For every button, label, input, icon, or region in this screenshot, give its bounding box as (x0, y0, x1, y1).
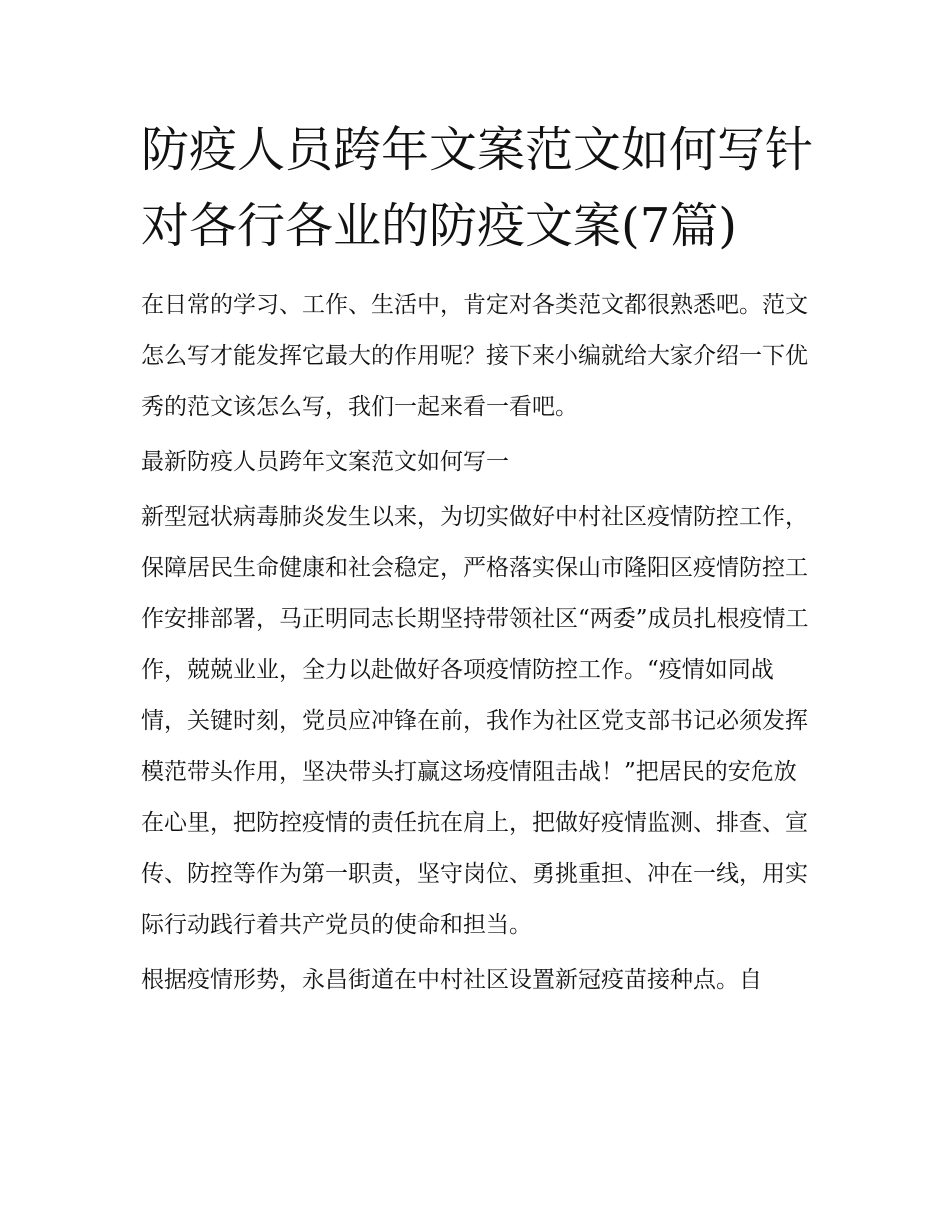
section-heading: 最新防疫人员跨年文案范文如何写一 (141, 449, 509, 475)
intro-paragraph: 在日常的学习、工作、生活中，肯定对各类范文都很熟悉吧。范文怎么写才能发挥它最大的作用呢？接下来小编就给大家介绍一下优秀的范文该怎么写，我们一起来看一看吧。 (141, 292, 808, 420)
document-body (141, 112, 813, 1010)
body-paragraph: 新型冠状病毒肺炎发生以来，为切实做好中村社区疫情防控工作，保障居民生命健康和社会稳定，严格落实保山市隆阳区疫情防控工作安排部署，马正明同志长期坚持带领社区“两委”成员扎根疫情工作，兢兢业业，全力以赴做好各项疫情防控工作。“疫情如同战情，关键时刻，党员应冲锋在前，我作为社区党支部书记必须发挥模范带头作用，坚决带头打赢这场疫情阻击战！”把居民的安危放在心里，把防控疫情的责任抗在肩上，把做好疫情监测、排查、宣传、防控等作为第一职责，坚守岗位、勇挑重担、冲在一线，用实际行动践行着共产党员的使命和担当。 (141, 504, 809, 938)
document-title: 防疫人员跨年文案范文如何写针对各行各业的防疫文案(7篇) (141, 122, 814, 254)
body-paragraph: 根据疫情形势，永昌街道在中村社区设置新冠疫苗接种点。自 (141, 967, 762, 993)
